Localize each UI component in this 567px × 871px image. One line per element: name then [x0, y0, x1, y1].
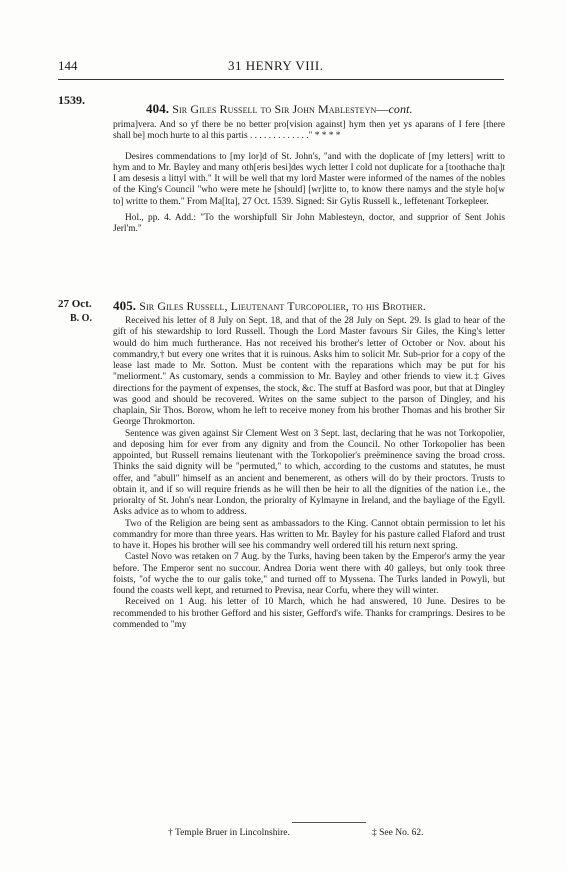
entry-405-body: [113, 316, 505, 631]
entry-404-cont: cont.: [388, 102, 413, 116]
entry-404-number: 404.: [146, 101, 170, 116]
entry-404-body: [113, 120, 505, 235]
entry-405-date: 27 Oct.: [58, 298, 92, 310]
entry-405-heading: [113, 298, 426, 314]
entry-405-number: 405.: [113, 298, 137, 313]
page-number: 144: [58, 58, 78, 73]
footnote-rule: [292, 822, 366, 823]
entry-404-continuation: prima]vera. And so yf there be no better pro[vision against] hym then yet ys aparans of I fere [there shall be] moch hurte to al this partis . . . . . . . . . . . . ." * * * *: [113, 120, 505, 142]
footnote-dagger: † Temple Bruer in Lincolnshire.: [168, 828, 290, 838]
entry-404-heading: [146, 101, 413, 117]
footnote-double-dagger: ‡ See No. 62.: [372, 828, 424, 838]
entry-405-paragraph-2: Sentence was given against Sir Clement West on 3 Sept. last, declaring that he was not Torkopolier, and deposing him for ever from any dignity and from the Council. No other Torkopolier has been appointed, but Russell remains lieutenant with the Torkopolier's preëminence saving the broad cross. Thinks the said dignity will be "permuted," to which, according to the customs and statutes, he must offer, and "abull" himself as an ancient and benemerent, as others will do by their proctors. Trusts to obtain it, and if so will require friends as he will then be heir to all the dignities of the nation i.e., the prioralty of St. John's near London, the prioralty of Kylmayne in Ireland, and the bayliage of the Egyll. Asks advice as to whom to address.: [113, 428, 505, 518]
entry-405-title: Sir Giles Russell, Lieutenant Turcopolier, to his Brother.: [139, 299, 427, 313]
entry-405-paragraph-1: Received his letter of 8 July on Sept. 18, and that of the 28 July on Sept. 29. Is glad to hear of the gift of his stewardship to lord Russell. Though the Lord Master favours Sir Giles, the King's letter would do him much furtherance. Has not received his brother's letter of October or Nov. about his commandry,† but every one writes that it is ruinous. Asks him to solicit Mr. Sub-prior for a copy of the lease last made to Mr. Sotton. Must be content with the reparations which may be put for his "meliorment." As customary, sends a commission to Mr. Bayley and other friends to view it.‡ Gives directions for the payment of expenses, the stock, &c. The stuff at Basford was poor, but that at Dingley was good and should be recovered. Writes on the same subject to the parson of Dingley, and his chaplain, Sir Thos. Borow, whom he left to receive money from his brother Thomas and his brother Sir George Throkmorton.: [113, 316, 505, 428]
entry-405-paragraph-5: Received on 1 Aug. his letter of 10 March, which he had answered, 10 June. Desires to be recommended to his brother Gefford and his sister, Gefford's wife. Thanks for cramprings. Desires to be commended to "my: [113, 597, 505, 630]
entry-405-paragraph-3: Two of the Religion are being sent as ambassadors to the King. Cannot obtain permission to let his commandry for more than three years. Has written to Mr. Bayley for his pasture called Flaford and trust to have it. Hopes his brother will see his commandry well ordered till his return next spring.: [113, 518, 505, 551]
entry-405-source: B. O.: [70, 313, 92, 324]
entry-405-paragraph-4: Castel Novo was retaken on 7 Aug. by the Turks, having been taken by the Emperor's army the year before. The Emperor sent no succour. Andrea Doria went there with 40 galleys, but only took three foists, "of wyche the to our galis toke," and turned off to Myssena. The Turks landed in Powyli, but found the coasts well kept, and returned to Previsa, near Corfu, where they will winter.: [113, 552, 505, 596]
running-title: 31 HENRY VIII.: [228, 58, 324, 73]
entry-404-paragraph: Desires commendations to [my lor]d of St. John's, "and with the doplicate of [my letters] writt to hym and to Mr. Bayley and many oth[eris besi]des wych letter I cold not duplicate for a [toothache tha]t I am desesis a littyl with." It will be well that my lord Master were informed of the names of the nobles of the King's Council "who were mete he [should] [wr]itte to, to know there namys and the style ho[w to] writte to them." From Ma[lta], 27 Oct. 1539. Signed: Sir Gylis Russell k., leffetenant Torkepleer.: [113, 151, 505, 207]
entry-404-note: Hol., pp. 4. Add.: "To the worshipfull Sir John Mablesteyn, doctor, and supprior of Sent Johis Jerl'm.": [113, 212, 505, 234]
header-rule: [58, 79, 504, 80]
entry-404-title: Sir Giles Russell to Sir John Mablesteyn—: [172, 102, 389, 116]
margin-year: 1539.: [58, 93, 85, 107]
